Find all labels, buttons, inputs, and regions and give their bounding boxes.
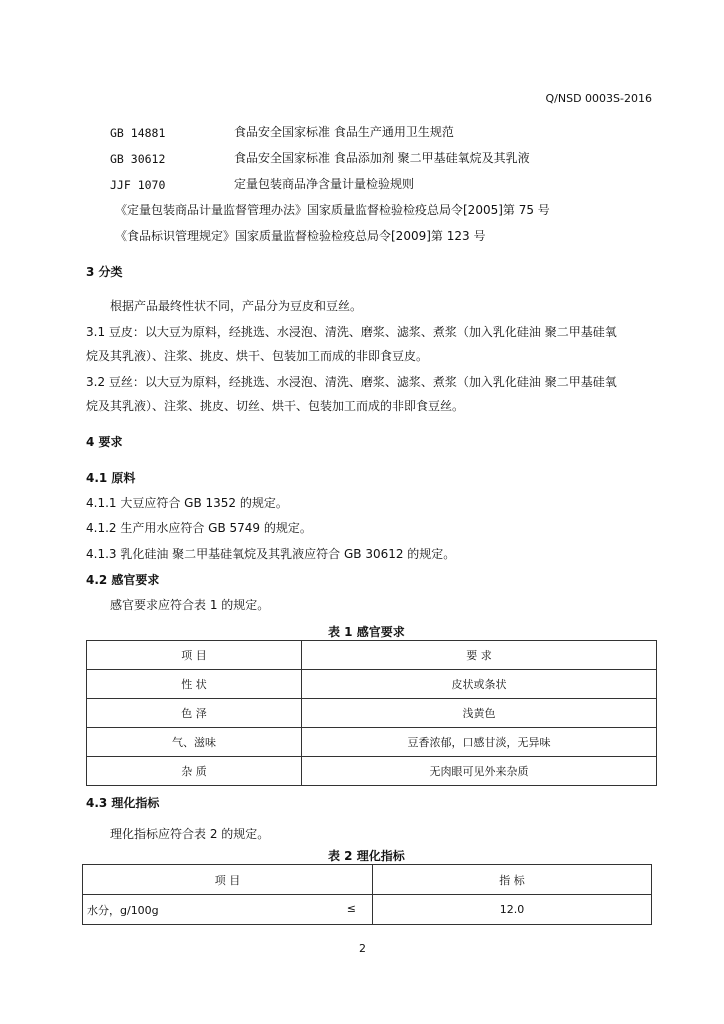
document-code: Q/NSD 0003S-2016 bbox=[545, 92, 652, 105]
table-row bbox=[87, 728, 657, 757]
table-cell: 无肉眼可见外来杂质 bbox=[302, 757, 657, 786]
clause: 4.1.2 生产用水应符合 GB 5749 的规定。 bbox=[86, 521, 312, 535]
table-header-row bbox=[87, 641, 657, 670]
table-cell: 气、滋味 bbox=[87, 728, 302, 757]
reference-code: GB 30612 bbox=[110, 152, 166, 166]
table-cell bbox=[83, 895, 373, 925]
reference-code: GB 14881 bbox=[110, 126, 166, 140]
table-row bbox=[87, 699, 657, 728]
physicochemical-indicators-table bbox=[82, 864, 652, 925]
section-heading: 3 分类 bbox=[86, 265, 123, 279]
table-header-cell: 项 目 bbox=[87, 641, 302, 670]
table-caption: 表 2 理化指标 bbox=[328, 849, 405, 863]
table-cell: 浅黄色 bbox=[302, 699, 657, 728]
paragraph: 烷及其乳液）、注浆、挑皮、切丝、烘干、包装加工而成的非即食豆丝。 bbox=[86, 399, 465, 413]
table-cell: 杂 质 bbox=[87, 757, 302, 786]
paragraph: 感官要求应符合表 1 的规定。 bbox=[110, 598, 270, 612]
table-row bbox=[83, 895, 652, 925]
reference-title: 食品安全国家标准 食品生产通用卫生规范 bbox=[234, 125, 454, 139]
regulation-reference: 《食品标识管理规定》国家质量监督检验检疫总局令[2009]第 123 号 bbox=[115, 229, 486, 243]
table-header-cell: 要 求 bbox=[302, 641, 657, 670]
table-row bbox=[87, 670, 657, 699]
reference-code: JJF 1070 bbox=[110, 178, 166, 192]
indicator-name: 水分，g/100g bbox=[87, 903, 159, 917]
paragraph: 烷及其乳液）、注浆、挑皮、烘干、包装加工而成的非即食豆皮。 bbox=[86, 349, 429, 363]
clause: 4.1.3 乳化硅油 聚二甲基硅氧烷及其乳液应符合 GB 30612 的规定。 bbox=[86, 547, 456, 561]
paragraph: 根据产品最终性状不同，产品分为豆皮和豆丝。 bbox=[110, 299, 363, 313]
paragraph: 3.1 豆皮：以大豆为原料，经挑选、水浸泡、清洗、磨浆、滤浆、煮浆（加入乳化硅油 聚二甲基硅氧 bbox=[86, 325, 617, 339]
reference-title: 食品安全国家标准 食品添加剂 聚二甲基硅氧烷及其乳液 bbox=[234, 151, 530, 165]
clause: 4.1.1 大豆应符合 GB 1352 的规定。 bbox=[86, 496, 288, 510]
table-header-row bbox=[83, 865, 652, 895]
table-row bbox=[87, 757, 657, 786]
regulation-reference: 《定量包装商品计量监督管理办法》国家质量监督检验检疫总局令[2005]第 75 号 bbox=[115, 203, 550, 217]
table-header-cell: 指 标 bbox=[373, 865, 652, 895]
sensory-requirements-table bbox=[86, 640, 657, 786]
less-equal-sign: ≤ bbox=[346, 902, 356, 915]
table-cell: 色 泽 bbox=[87, 699, 302, 728]
table-cell: 12.0 bbox=[373, 895, 652, 925]
table-caption: 表 1 感官要求 bbox=[328, 625, 405, 639]
table-cell: 皮状或条状 bbox=[302, 670, 657, 699]
table-header-cell: 项 目 bbox=[83, 865, 373, 895]
subsection-heading: 4.1 原料 bbox=[86, 471, 136, 485]
section-heading: 4 要求 bbox=[86, 435, 123, 449]
page-number: 2 bbox=[359, 942, 366, 955]
table-cell: 性 状 bbox=[87, 670, 302, 699]
reference-title: 定量包装商品净含量计量检验规则 bbox=[234, 177, 415, 191]
paragraph: 3.2 豆丝：以大豆为原料，经挑选、水浸泡、清洗、磨浆、滤浆、煮浆（加入乳化硅油 聚二甲基硅氧 bbox=[86, 375, 617, 389]
subsection-heading: 4.2 感官要求 bbox=[86, 573, 160, 587]
table-cell: 豆香浓郁，口感甘淡，无异味 bbox=[302, 728, 657, 757]
subsection-heading: 4.3 理化指标 bbox=[86, 796, 160, 810]
paragraph: 理化指标应符合表 2 的规定。 bbox=[110, 827, 270, 841]
